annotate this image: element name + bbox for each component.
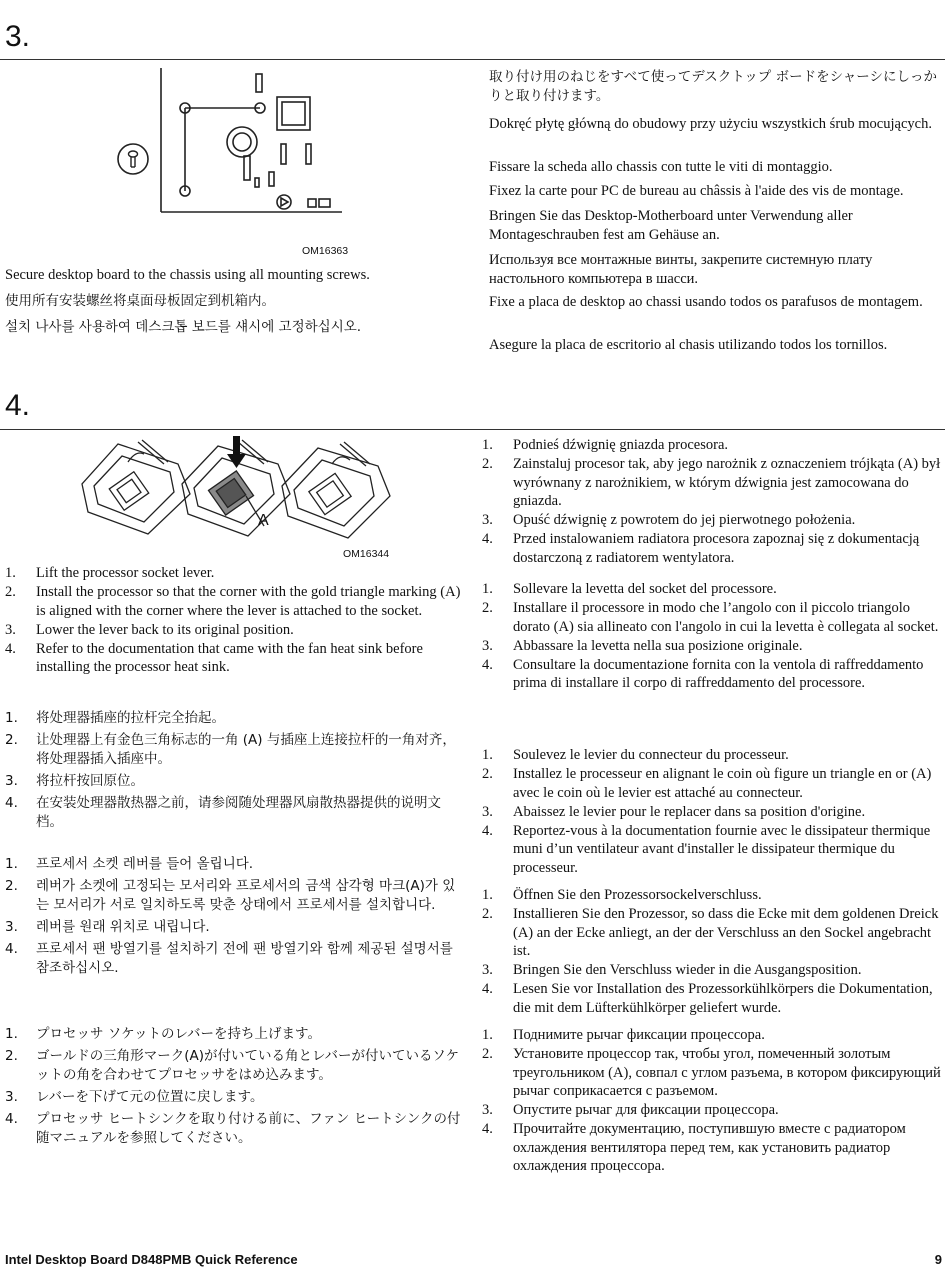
list-item: 3. Opuść dźwignię z powrotem do jej pierwotnego położenia. (482, 512, 856, 529)
socket-lever-lowered-icon (282, 442, 390, 538)
step-4-german-list (482, 886, 944, 1018)
list-item: 2. Installare il processore in modo che l’angolo con il piccolo triangolo dorato (A) sia allineato con l'angolo in cui la levetta è collegata al socket. (482, 600, 939, 635)
list-item: 1. プロセッサ ソケットのレバーを持ち上げます。 (5, 1026, 321, 1042)
list-item: 2. Installez le processeur en alignant le coin où figure un triangle en or (A) avec le coin où le levier est attaché au connecteur. (482, 766, 932, 801)
list-item: 2. Zainstaluj procesor tak, aby jego narożnik z oznaczeniem trójkąta (A) był wyrównany z narożnikiem, w którym dźwignia jest zamocowana do gniazda. (482, 456, 941, 509)
list-item: 4. Consultare la documentazione fornita con la ventola di raffreddamento prima di installare il corpo di raffreddamento del processore. (482, 657, 924, 692)
step-4-number: 4. (5, 389, 31, 422)
step-3-chinese-text: 使用所有安装螺丝将桌面母板固定到机箱内。 (5, 293, 275, 309)
step-3-number: 3. (5, 20, 31, 53)
list-item: 3. 将拉杆按回原位。 (5, 773, 144, 789)
step-3-italian-text: Fissare la scheda allo chassis con tutte le viti di montaggio. (489, 159, 833, 175)
list-item: 2. ゴールドの三角形マーク(A)が付いている角とレバーが付いているソケットの角を合わせてプロセッサをはめ込みます。 (5, 1048, 460, 1083)
step-3-russian-text: Используя все монтажные винты, закрепите системную плату настольного компьютера в шасси. (489, 252, 873, 287)
page-number: 9 (934, 1252, 942, 1267)
step-4-french-list (482, 746, 944, 878)
step-4-figure-code: OM16344 (343, 548, 390, 560)
step-4-italian-list (482, 580, 944, 694)
step-4-english-list (5, 564, 465, 678)
list-item: 4. Reportez-vous à la documentation fournie avec le dissipateur thermique muni d’un ventilateur avant d'installer le dissipateur thermique du processeur. (482, 823, 931, 876)
list-item: 2. 让处理器上有金色三角标志的一角 (A) 与插座上连接拉杆的一角对齐，将处理器插入插座中。 (5, 732, 456, 767)
step-4-polish-list (482, 436, 944, 568)
step-3-french-text: Fixez la carte pour PC de bureau au châssis à l'aide des vis de montage. (489, 183, 904, 199)
motherboard-mounting-figure (110, 64, 350, 254)
list-item: 3. Abaissez le levier pour le replacer dans sa position d'origine. (482, 803, 866, 820)
list-item: 1. Öffnen Sie den Prozessorsockelverschluss. (482, 887, 762, 903)
screw-icon (129, 151, 138, 167)
list-item: 4. Refer to the documentation that came with the fan heat sink before installing the processor heat sink. (5, 641, 423, 676)
list-item: 4. Przed instalowaniem radiatora procesora zapoznaj się z dokumentacją dostarczoną z radiatorem wentylatora. (482, 531, 920, 566)
list-item: 3. Опустите рычаг для фиксации процессора. (482, 1102, 779, 1119)
list-item: 3. 레버를 원래 위치로 내립니다. (5, 919, 210, 935)
list-item: 2. Install the processor so that the corner with the gold triangle marking (A) is aligned with the corner where the lever is attached to the socket. (5, 584, 461, 619)
list-item: 4. 프로세서 팬 방열기를 설치하기 전에 팬 방열기와 함께 제공된 설명서를 참조하십시오. (5, 941, 453, 976)
list-item: 1. Поднимите рычаг фиксации процессора. (482, 1027, 765, 1043)
list-item: 2. Installieren Sie den Prozessor, so dass die Ecke mit dem goldenen Dreick (A) an der Ecke anliegt, an der der Verschluss an den Sockel angebracht ist. (482, 906, 939, 959)
list-item: 3. レバーを下げて元の位置に戻します。 (5, 1089, 264, 1105)
list-item: 4. Прочитайте документацию, поступившую вместе с радиатором охлаждения вентилятора перед тем, как установить радиатор охлаждения процессора. (482, 1121, 906, 1175)
step-3-korean-text: 설치 나사를 사용하여 데스크톱 보드를 섀시에 고정하십시오. (5, 319, 362, 335)
list-item: 4. Lesen Sie vor Installation des Prozessorkühlkörpers die Dokumentation, die mit dem Lüfterkühlkörper geliefert wurde. (482, 981, 933, 1016)
list-item: 3. Abbassare la levetta nella sua posizione originale. (482, 637, 803, 654)
processor-socket-figure (78, 434, 398, 546)
step-4-rule (0, 429, 945, 430)
list-item: 3. Lower the lever back to its original position. (5, 621, 294, 638)
gold-triangle-label: A (258, 512, 269, 529)
socket-lever-lifted-icon (82, 440, 190, 534)
step-3-figure-code: OM16363 (302, 245, 349, 257)
list-item: 1. 将处理器插座的拉杆完全抬起。 (5, 710, 225, 726)
list-item: 4. 在安装处理器散热器之前，请参阅随处理器风扇散热器提供的说明文档。 (5, 795, 441, 830)
step-4-korean-list (5, 855, 465, 981)
list-item: 4. プロセッサ ヒートシンクを取り付ける前に、ファン ヒートシンクの付随マニュアルを参照してください。 (5, 1111, 461, 1146)
step-3-polish-text: Dokręć płytę główną do obudowy przy użyciu wszystkich śrub mocujących. (489, 116, 932, 132)
list-item: 2. 레버가 소켓에 고정되는 모서리와 프로세서의 금색 삼각형 마크(A)가 있는 모서리가 서로 일치하도록 맞춘 상태에서 프로세서를 설치합니다. (5, 878, 456, 913)
footer-title: Intel Desktop Board D848PMB Quick Reference (5, 1252, 298, 1267)
list-item: 1. Lift the processor socket lever. (5, 565, 215, 581)
step-3-portuguese-text: Fixe a placa de desktop ao chassi usando todos os parafusos de montagem. (489, 294, 923, 310)
step-4-russian-list (482, 1026, 944, 1176)
list-item: 2. Установите процессор так, чтобы угол, помеченный золотым треугольником (A), совпал с углом разъема, в котором фиксирующий рычаг соприкасается с разъемом. (482, 1046, 941, 1099)
step-3-english-text: Secure desktop board to the chassis using all mounting screws. (5, 267, 370, 283)
list-item: 1. 프로세서 소켓 레버를 들어 올립니다. (5, 856, 254, 872)
step-3-rule (0, 59, 945, 60)
step-3-german-text: Bringen Sie das Desktop-Motherboard unter Verwendung aller Montageschrauben fest am Gehäuse an. (489, 208, 853, 243)
list-item: 1. Soulevez le levier du connecteur du processeur. (482, 747, 789, 763)
list-item: 1. Podnieś dźwignię gniazda procesora. (482, 437, 729, 453)
list-item: 1. Sollevare la levetta del socket del processore. (482, 581, 777, 597)
step-4-japanese-list (5, 1025, 465, 1151)
step-3-spanish-text: Asegure la placa de escritorio al chasis utilizando todos los tornillos. (489, 337, 888, 353)
step-3-japanese-text: 取り付け用のねじをすべて使ってデスクトップ ボードをシャーシにしっかりと取り付けます。 (489, 69, 938, 104)
step-4-chinese-list (5, 709, 465, 835)
list-item: 3. Bringen Sie den Verschluss wieder in die Ausgangsposition. (482, 962, 862, 979)
